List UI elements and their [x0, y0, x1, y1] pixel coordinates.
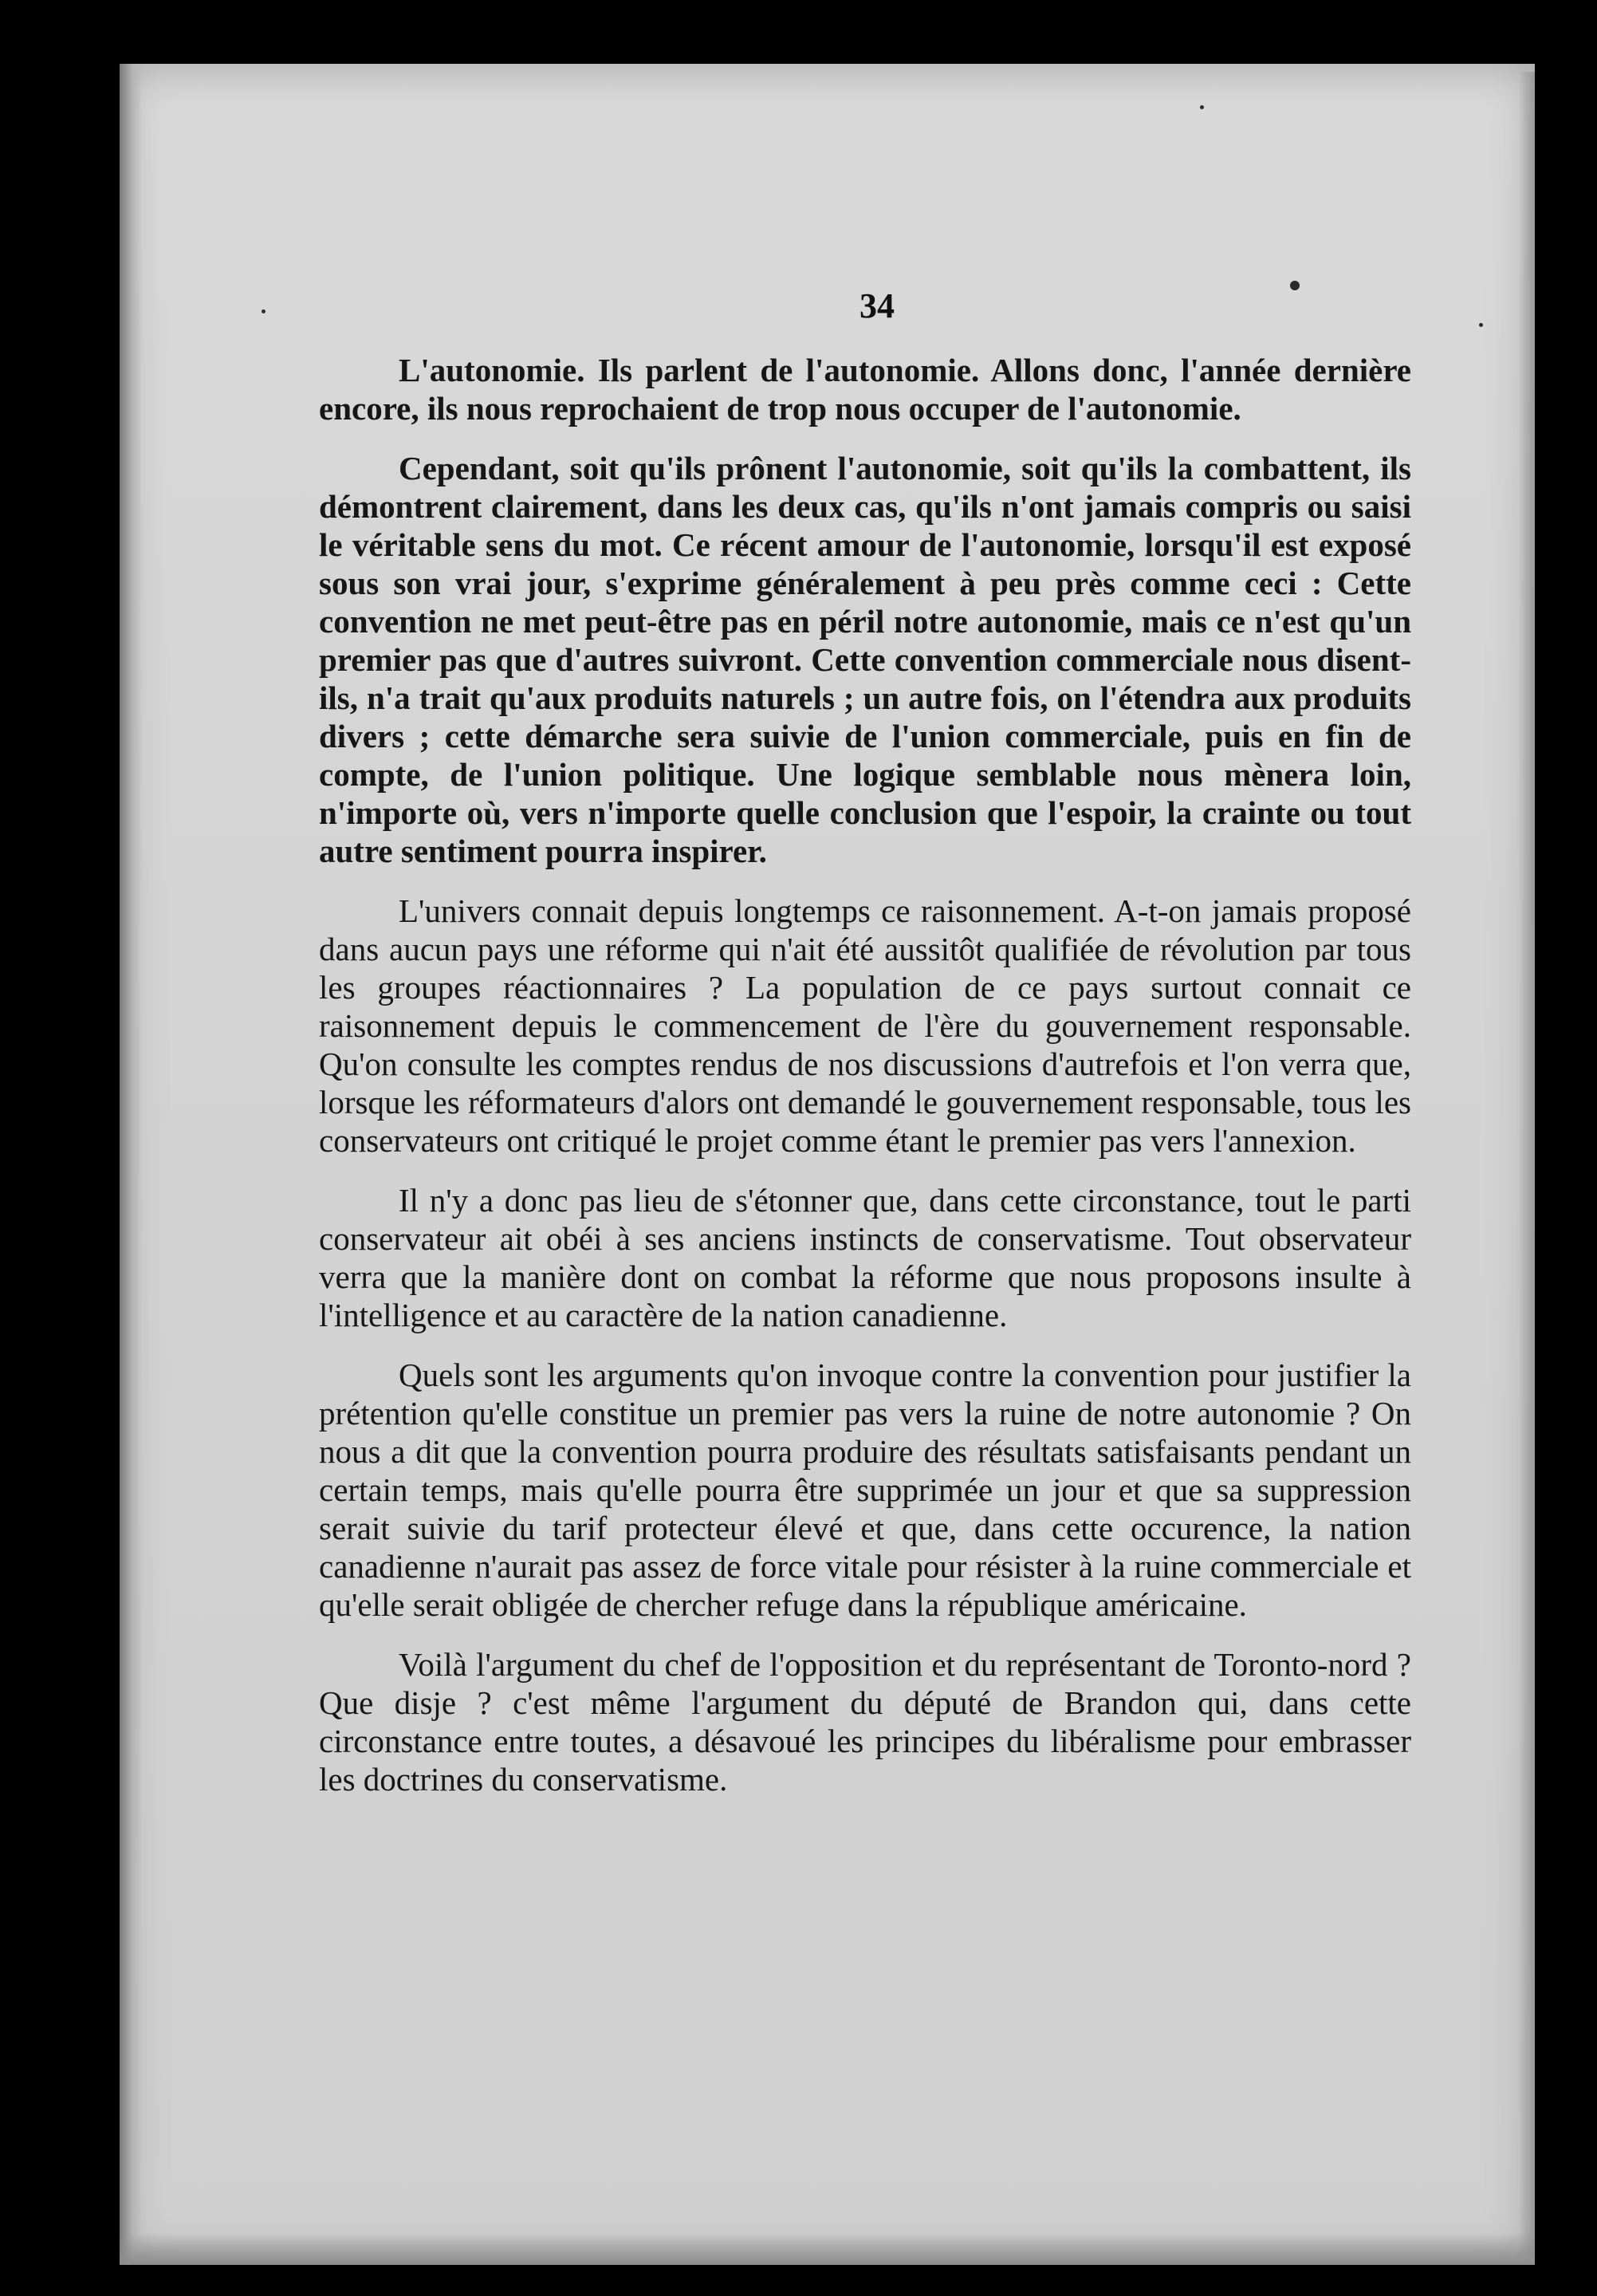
body-text: [319, 351, 1411, 1820]
ink-speck: [1290, 281, 1300, 290]
page-bottom-shadow: [120, 2233, 1535, 2265]
paragraph: Cependant, soit qu'ils prônent l'autonomie, soit qu'ils la combattent, ils démontrent clairement, dans les deux cas, qu'ils n'ont jamais compris ou saisi le véritable sens du mot. Ce récent amour de l'autonomie, lorsqu'il est exposé sous son vrai jour, s'exprime généralement à peu près comme ceci : Cette convention ne met peut-être pas en péril notre autonomie, mais ce n'est qu'un premier pas que d'autres suivront. Cette convention commerciale nous disent-ils, n'a trait qu'aux produits naturels ; un autre fois, on l'étendra aux produits divers ; cette démarche sera suivie de l'union commerciale, puis en fin de compte, de l'union politique. Une logique semblable nous mènera loin, n'importe où, vers n'importe quelle conclusion que l'espoir, la crainte ou tout autre sentiment pourra inspirer.: [319, 450, 1411, 869]
paragraph: Quels sont les arguments qu'on invoque contre la convention pour justifier la prétention qu'elle constitue un premier pas vers la ruine de notre autonomie ? On nous a dit que la convention pourra produire des résultats satisfaisants pendant un certain temps, mais qu'elle pourra être supprimée un jour et que sa suppression serait suivie du tarif protecteur élevé et que, dans cette occurence, la nation canadienne n'aurait pas assez de force vitale pour résister à la ruine commerciale et qu'elle serait obligée de chercher refuge dans la république américaine.: [319, 1357, 1411, 1623]
page-right-shadow: [1519, 72, 1535, 2257]
paragraph: L'autonomie. Ils parlent de l'autonomie. Allons donc, l'année dernière encore, ils nous reprochaient de trop nous occuper de l'autonomie.: [319, 352, 1411, 427]
ink-speck: [262, 309, 266, 313]
paragraph: L'univers connait depuis longtemps ce raisonnement. A-t-on jamais proposé dans aucun pays une réforme qui n'ait été aussitôt qualifiée de révolution par tous les groupes réactionnaires ? La population de ce pays surtout connait ce raisonnement depuis le commencement de l'ère du gouvernement responsable. Qu'on consulte les comptes rendus de nos discussions d'autrefois et l'on verra que, lorsque les réformateurs d'alors ont demandé le gouvernement responsable, tous les conservateurs ont critiqué le projet comme étant le premier pas vers l'annexion.: [319, 892, 1411, 1159]
ink-speck: [1200, 105, 1204, 109]
ink-speck: [1479, 323, 1483, 327]
paragraph: Il n'y a donc pas lieu de s'étonner que, dans cette circonstance, tout le parti conservateur ait obéi à ses anciens instincts de conservatisme. Tout observateur verra que la manière dont on combat la réforme que nous proposons insulte à l'intelligence et au caractère de la nation canadienne.: [319, 1182, 1411, 1333]
page-left-shadow: [120, 64, 142, 2265]
paragraph: Voilà l'argument du chef de l'opposition et du représentant de Toronto-nord ? Que disje ? c'est même l'argument du député de Brandon qui, dans cette circonstance entre toutes, a désavoué les principes du libéralisme pour embrasser les doctrines du conservatisme.: [319, 1646, 1411, 1798]
page-number: 34: [859, 286, 895, 325]
